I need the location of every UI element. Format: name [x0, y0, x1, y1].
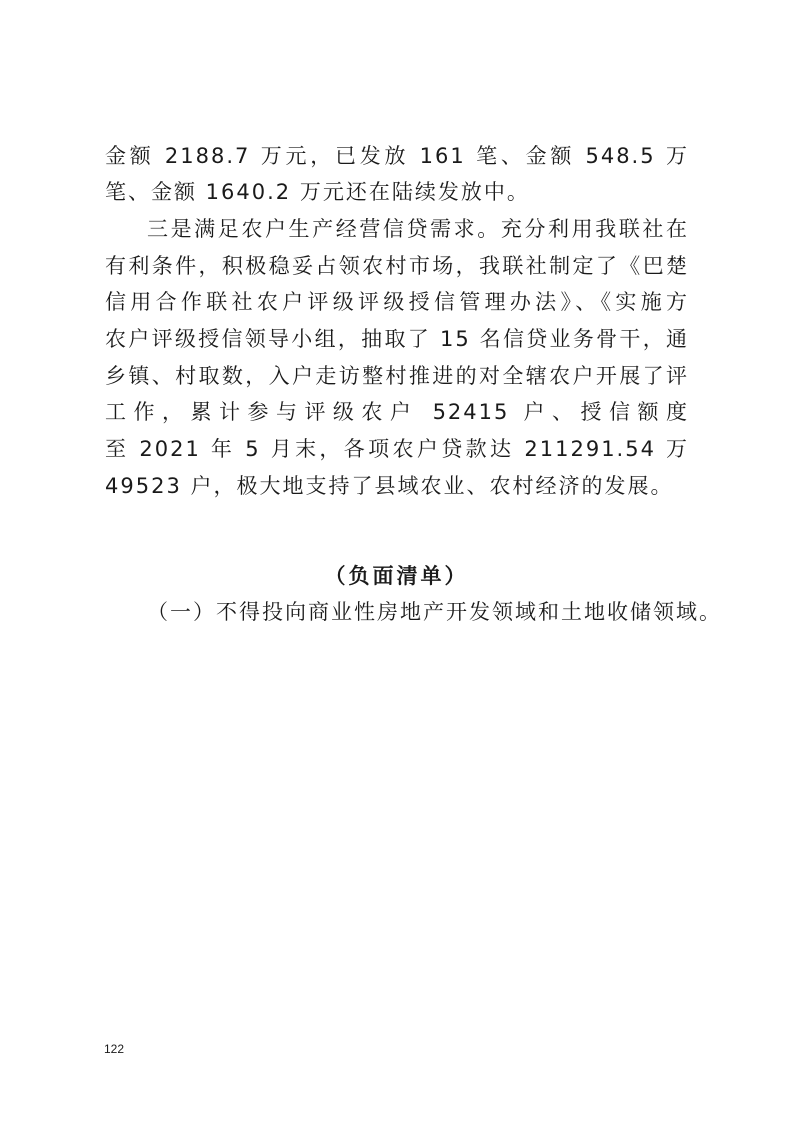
paragraph-2-line-7: 至 2021 年 5 月末，各项农户贷款达 211291.54 万: [105, 437, 689, 461]
paragraph-2-line-6: 工作，累计参与评级农户 52415 户、授信额度: [105, 400, 689, 424]
paragraph-2-line-2: 有利条件，积极稳妥占领农村市场，我联社制定了《巴楚: [105, 254, 689, 278]
section-clause-1: （一）不得投向商业性房地产开发领域和土地收储领域。: [147, 600, 722, 624]
paragraph-2-line-5: 乡镇、村取数，入户走访整村推进的对全辖农户开展了评: [105, 364, 689, 388]
paragraph-2-line-3: 信用合作联社农户评级评级授信管理办法》、《实施方: [105, 290, 689, 314]
paragraph-2-line-4: 农户评级授信领导小组，抽取了 15 名信贷业务骨干，通: [105, 327, 689, 351]
page-number: 122: [104, 1042, 125, 1056]
paragraph-2-line-1: 三是满足农户生产经营信贷需求。充分利用我联社在: [147, 217, 689, 241]
paragraph-2-line-8: 49523 户，极大地支持了县域农业、农村经济的发展。: [105, 474, 674, 498]
paragraph-1-line-1: 金额 2188.7 万元，已发放 161 笔、金额 548.5 万: [105, 144, 689, 168]
section-title: （负面清单）: [324, 564, 469, 588]
paragraph-1-line-2: 笔、金额 1640.2 万元还在陆续发放中。: [105, 180, 530, 204]
